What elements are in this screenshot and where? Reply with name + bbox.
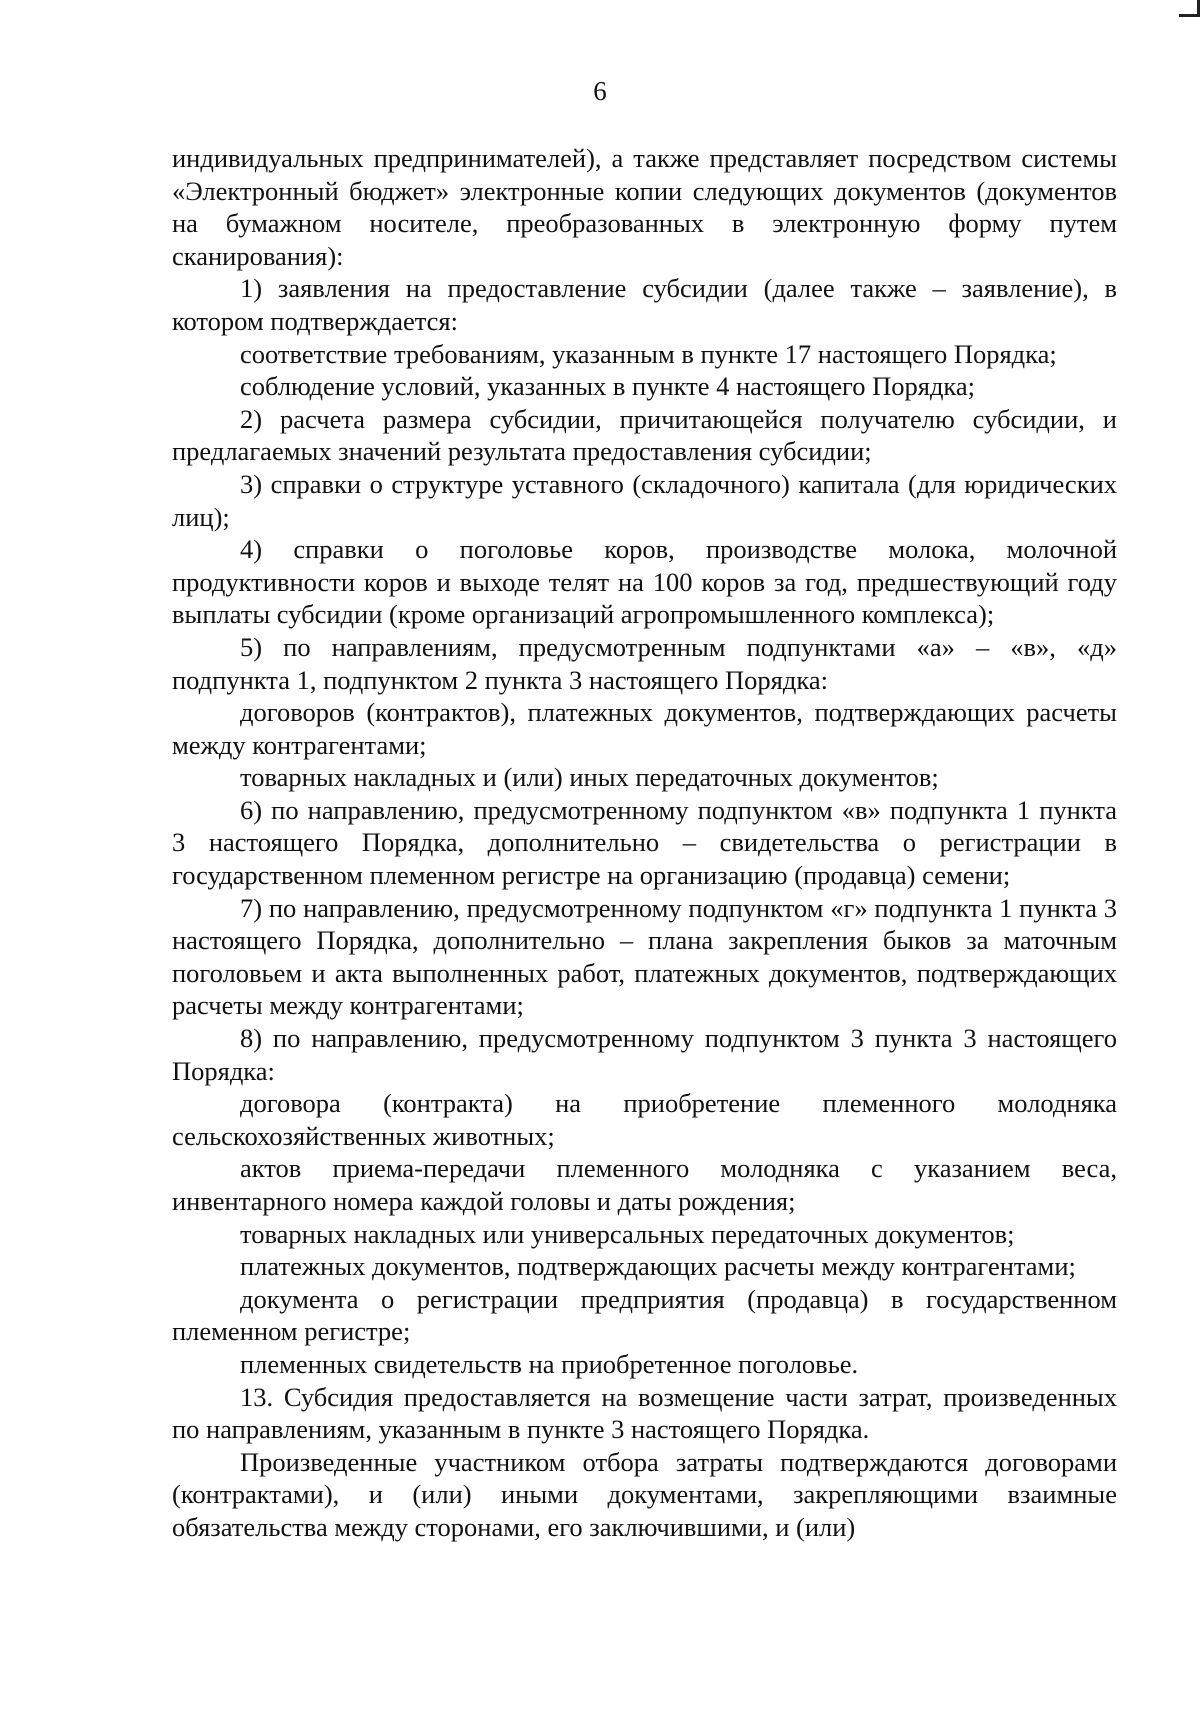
paragraph-clause-13: 13. Субсидия предоставляется на возмещение части затрат, произведенных по направлениям, указанным в пункте 3 настоящего Порядка. [172, 1381, 1117, 1445]
paragraph-item-1-requirements: соответствие требованиям, указанным в пункте 17 настоящего Порядка; [240, 338, 1057, 369]
paragraph-item-5: 5) по направлениям, предусмотренным подпунктами «а» – «в», «д» подпункта 1, подпунктом 2 пункта 3 настоящего Порядка: [172, 631, 1117, 695]
paragraph-item-8-waybills: товарных накладных или универсальных передаточных документов; [240, 1218, 1015, 1249]
paragraph-item-1-conditions: соблюдение условий, указанных в пункте 4 настоящего Порядка; [240, 371, 976, 402]
paragraph-item-5-contracts: договоров (контрактов), платежных документов, подтверждающих расчеты между контрагентами; [172, 697, 1117, 760]
paragraph-item-6: 6) по направлению, предусмотренному подпунктом «в» подпункта 1 пункта 3 настоящего Порядка, дополнительно – свидетельства о регистрации в государственном племенном регистре на организацию (продавца) семени; [172, 794, 1117, 891]
paragraph-item-8-payments: платежных документов, подтверждающих расчеты между контрагентами; [240, 1251, 1076, 1282]
paragraph-item-3: 3) справки о структуре уставного (складочного) капитала (для юридических лиц); [172, 468, 1117, 532]
paragraph-item-8-certificates: племенных свидетельств на приобретенное поголовье. [240, 1348, 859, 1379]
document-body [172, 142, 1117, 1544]
page-number: 6 [593, 76, 607, 106]
paragraph-item-4: 4) справки о поголовье коров, производстве молока, молочной продуктивности коров и выходе телят на 100 коров за год, предшествующий году выплаты субсидии (кроме организаций агропромышленного комплекса); [172, 534, 1117, 630]
paragraph-item-1: 1) заявления на предоставление субсидии (далее также – заявление), в котором подтверждается: [172, 273, 1117, 336]
paragraph-item-8-contract: договора (контракта) на приобретение племенного молодняка сельскохозяйственных животных; [172, 1088, 1117, 1151]
paragraph-item-7: 7) по направлению, предусмотренному подпунктом «г» подпункта 1 пункта 3 настоящего Порядка, дополнительно – плана закрепления быков за маточным поголовьем и акта выполненных работ, платежных документов, подтверждающих расчеты между контрагентами; [172, 892, 1117, 1021]
paragraph-intro-continuation: индивидуальных предпринимателей), а также представляет посредством системы «Электронный бюджет» электронные копии следующих документов (документов на бумажном носителе, преобразованных в электронную форму путем сканирования): [172, 143, 1117, 271]
scan-corner-mark [1179, 0, 1200, 17]
paragraph-item-8: 8) по направлению, предусмотренному подпунктом 3 пункта 3 настоящего Порядка: [172, 1023, 1117, 1086]
paragraph-item-2: 2) расчета размера субсидии, причитающейся получателю субсидии, и предлагаемых значений результата предоставления субсидии; [172, 403, 1117, 467]
paragraph-item-5-waybills: товарных накладных и (или) иных передаточных документов; [240, 762, 939, 793]
paragraph-item-8-registration: документа о регистрации предприятия (продавца) в государственном племенном регистре; [172, 1283, 1117, 1347]
paragraph-item-8-acts: актов приема-передачи племенного молодняка с указанием веса, инвентарного номера каждой головы и даты рождения; [172, 1153, 1117, 1216]
paragraph-clause-13-expenses: Произведенные участником отбора затраты подтверждаются договорами (контрактами), и (или) иными документами, закрепляющими взаимные обязательства между сторонами, его заключившими, и (или) [172, 1446, 1117, 1542]
